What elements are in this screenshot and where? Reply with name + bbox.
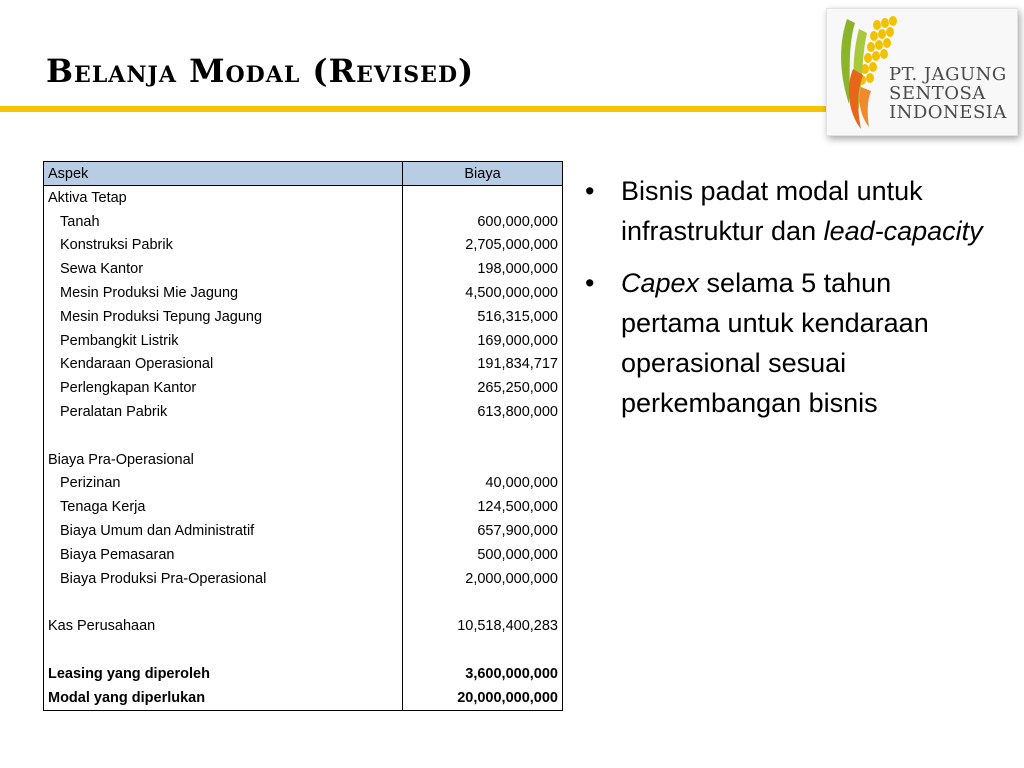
row-value: 124,500,000 bbox=[477, 499, 558, 516]
row-label: Aktiva Tetap bbox=[44, 186, 403, 210]
table-row bbox=[44, 424, 563, 448]
row-label: Mesin Produksi Tepung Jagung bbox=[44, 305, 403, 329]
bullet-marker-icon: • bbox=[585, 268, 595, 298]
header-aspek: Aspek bbox=[44, 162, 403, 186]
row-value: 169,000,000 bbox=[477, 332, 558, 349]
table-row bbox=[44, 519, 563, 543]
row-value bbox=[403, 448, 563, 472]
row-value: 2,000,000,000 bbox=[465, 570, 558, 587]
logo-wordmark bbox=[889, 65, 1007, 122]
logo-line-1: PT. JAGUNG bbox=[889, 64, 1007, 85]
bullet-2-text: selama 5 tahun pertama untuk kendaraan operasional sesuai perkembangan bisnis bbox=[621, 268, 929, 418]
slide-title: Belanja Modal (Revised) bbox=[46, 52, 475, 90]
company-logo bbox=[826, 8, 1018, 136]
row-value bbox=[403, 186, 563, 210]
bullet-list bbox=[585, 171, 990, 435]
table-row bbox=[44, 305, 563, 329]
table-row bbox=[44, 376, 563, 400]
row-label: Tanah bbox=[44, 210, 403, 234]
table-row bbox=[44, 543, 563, 567]
table-row bbox=[44, 662, 563, 686]
bullet-item-2 bbox=[585, 263, 990, 423]
row-value bbox=[403, 424, 563, 448]
row-value: 40,000,000 bbox=[485, 475, 558, 492]
header-biaya: Biaya bbox=[403, 162, 563, 186]
row-label: Biaya Pra-Operasional bbox=[44, 448, 403, 472]
table-row bbox=[44, 210, 563, 234]
row-label: Biaya Produksi Pra-Operasional bbox=[44, 567, 403, 591]
bullet-marker-icon: • bbox=[585, 176, 595, 206]
row-value: 198,000,000 bbox=[477, 261, 558, 278]
row-value: 600,000,000 bbox=[477, 213, 558, 230]
logo-line-3: INDONESIA bbox=[889, 102, 1007, 123]
table-body bbox=[44, 186, 563, 711]
bullet-1-text: Bisnis padat modal untuk infrastruktur dan bbox=[621, 176, 923, 246]
row-value: 191,834,717 bbox=[477, 356, 558, 373]
table-row bbox=[44, 567, 563, 591]
row-label bbox=[44, 424, 403, 448]
row-value: 516,315,000 bbox=[477, 308, 558, 325]
row-value: 500,000,000 bbox=[477, 546, 558, 563]
table-row bbox=[44, 329, 563, 353]
row-label: Tenaga Kerja bbox=[44, 495, 403, 519]
row-label bbox=[44, 591, 403, 615]
row-label: Perlengkapan Kantor bbox=[44, 376, 403, 400]
row-value bbox=[403, 591, 563, 615]
table-row bbox=[44, 353, 563, 377]
row-label: Sewa Kantor bbox=[44, 257, 403, 281]
row-value bbox=[403, 638, 563, 662]
table-row bbox=[44, 591, 563, 615]
row-label: Konstruksi Pabrik bbox=[44, 234, 403, 258]
bullet-item-1 bbox=[585, 171, 990, 251]
row-value: 2,705,000,000 bbox=[465, 237, 558, 254]
row-label: Leasing yang diperoleh bbox=[44, 662, 403, 686]
row-label: Kendaraan Operasional bbox=[44, 353, 403, 377]
row-value: 3,600,000,000 bbox=[465, 665, 558, 682]
row-value: 613,800,000 bbox=[477, 404, 558, 421]
row-label: Kas Perusahaan bbox=[44, 614, 403, 638]
row-label bbox=[44, 638, 403, 662]
row-value: 657,900,000 bbox=[477, 523, 558, 540]
row-label: Biaya Umum dan Administratif bbox=[44, 519, 403, 543]
table-row bbox=[44, 186, 563, 210]
table-row bbox=[44, 638, 563, 662]
table-row bbox=[44, 448, 563, 472]
row-value: 10,518,400,283 bbox=[457, 618, 558, 635]
row-label: Biaya Pemasaran bbox=[44, 543, 403, 567]
table-row bbox=[44, 472, 563, 496]
bullet-2-italic: Capex bbox=[621, 268, 700, 298]
table-row bbox=[44, 400, 563, 424]
table-row bbox=[44, 614, 563, 638]
row-label: Pembangkit Listrik bbox=[44, 329, 403, 353]
bullet-1-italic: lead-capacity bbox=[823, 216, 983, 246]
title-underline bbox=[0, 106, 832, 112]
table-row bbox=[44, 495, 563, 519]
row-label: Mesin Produksi Mie Jagung bbox=[44, 281, 403, 305]
row-value: 4,500,000,000 bbox=[465, 285, 558, 302]
capex-table bbox=[43, 161, 563, 711]
row-label: Perizinan bbox=[44, 472, 403, 496]
row-label: Modal yang diperlukan bbox=[44, 686, 403, 710]
table-row bbox=[44, 686, 563, 710]
table-header-row bbox=[44, 162, 563, 186]
logo-line-2: SENTOSA bbox=[889, 83, 986, 104]
row-value: 265,250,000 bbox=[477, 380, 558, 397]
row-label: Peralatan Pabrik bbox=[44, 400, 403, 424]
table-row bbox=[44, 257, 563, 281]
row-value: 20,000,000,000 bbox=[457, 689, 558, 706]
table-row bbox=[44, 234, 563, 258]
table-row bbox=[44, 281, 563, 305]
